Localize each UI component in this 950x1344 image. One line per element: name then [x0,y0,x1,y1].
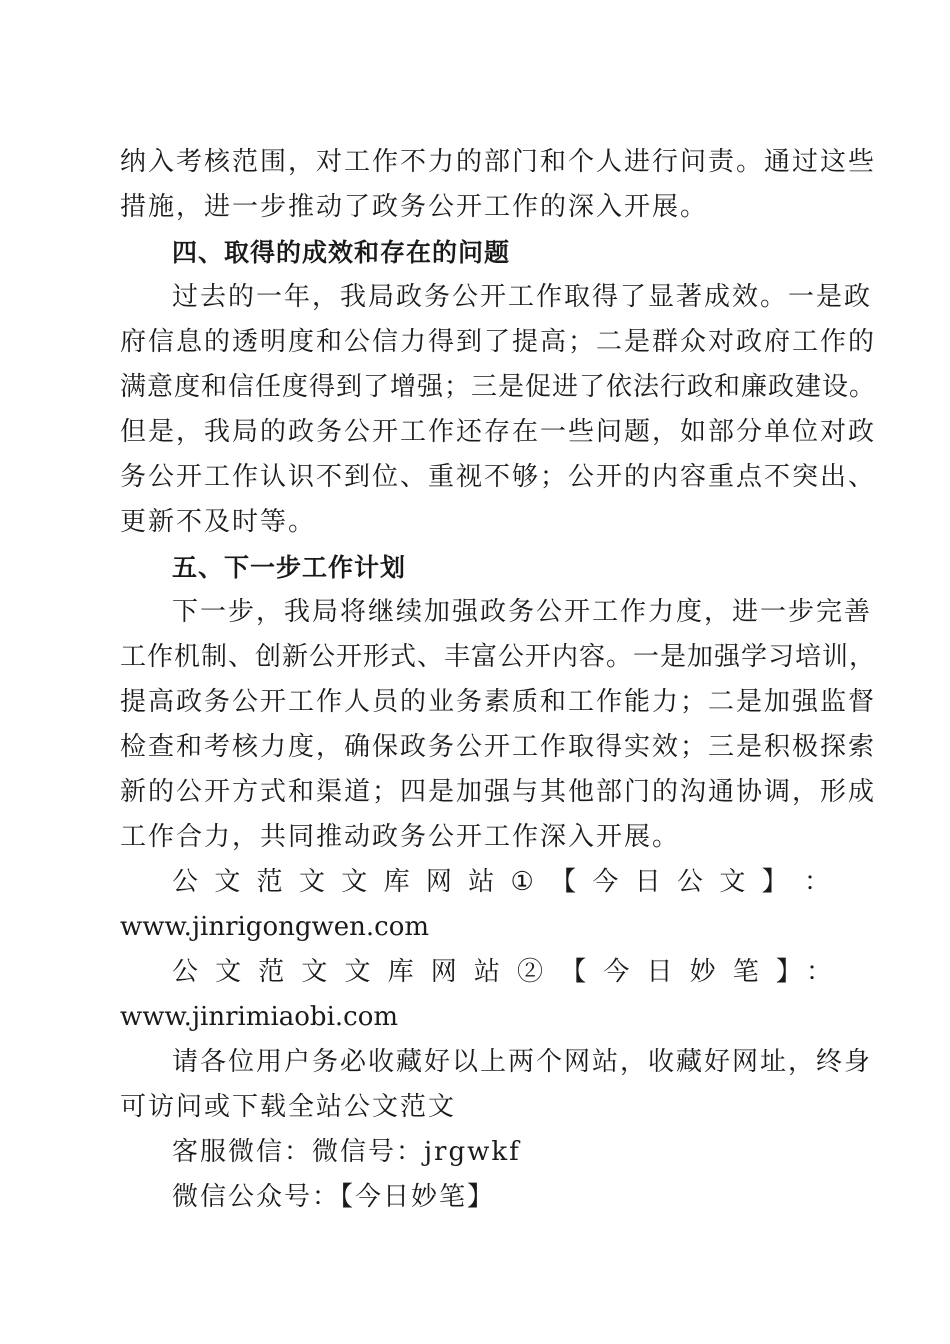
text-line: 过去的一年，我局政务公开工作取得了显著成效。一是政 [172,282,873,312]
paragraph-results [120,275,877,545]
label-char: 今 [592,867,621,897]
text-line: 请各位用户务必收藏好以上两个网站，收藏好网址，终身 [172,1047,873,1077]
text-line: 纳入考核范围，对工作不力的部门和个人进行问责。通过这些 [120,147,877,177]
label-char: ① [510,867,536,897]
section-heading-5: 五、下一步工作计划 [172,553,407,582]
section-heading-4: 四、取得的成效和存在的问题 [172,238,511,267]
label-char: 公 [172,867,201,897]
text-line: 可访问或下载全站公文范文 [120,1092,457,1122]
label-char: 站 [468,867,497,897]
label-char: 库 [383,867,412,897]
label-char: 文 [719,867,748,897]
text-line: 工作合力，共同推动政务公开工作深入开展。 [120,822,681,852]
customer-service-line: 客服微信：微信号：jrgwkf [172,1137,521,1167]
paragraph-continuation [120,140,877,230]
website-1-label [120,860,832,905]
label-char: 范 [256,867,285,897]
document-page [120,140,877,1220]
text-line: 检查和考核力度，确保政务公开工作取得实效；三是积极探索 [120,732,877,762]
text-line: 工作机制、创新公开形式、丰富公开内容。一是加强学习培训， [120,642,877,672]
label-char: ： [803,867,832,897]
notice-paragraph [120,1040,873,1130]
text-line: 但是，我局的政务公开工作还存在一些问题，如部分单位对政 [120,417,877,447]
text-line: 务公开工作认识不到位、重视不够；公开的内容重点不突出、 [120,462,877,492]
label-char: 】 [761,867,790,897]
website-1-url[interactable]: www.jinrigongwen.com [120,912,430,942]
text-line: 措施，进一步推动了政务公开工作的深入开展。 [120,192,709,222]
label-char: 网 [425,867,454,897]
label-char: 文 [298,867,327,897]
official-account-line: 微信公众号：【今日妙笔】 [172,1182,496,1212]
label-char: 公 [677,867,706,897]
website-1-block [120,860,832,950]
text-line: 提高政务公开工作人员的业务素质和工作能力；二是加强监督 [120,687,877,717]
text-line: 府信息的透明度和公信力得到了提高；二是群众对政府工作的 [120,327,877,357]
text-line: 新的公开方式和渠道；四是加强与其他部门的沟通协调，形成 [120,777,877,807]
paragraph-plan [120,590,877,860]
website-2-line[interactable]: 公文范文文库网站②【今日妙笔】：www.jinrimiaobi.com [120,957,832,1032]
text-line: 满意度和信任度得到了增强；三是促进了依法行政和廉政建设。 [120,372,877,402]
label-char: 文 [341,867,370,897]
label-char: 【 [550,867,579,897]
label-char: 日 [634,867,663,897]
text-line: 下一步，我局将继续加强政务公开工作力度，进一步完善 [172,597,873,627]
label-char: 文 [214,867,243,897]
text-line: 更新不及时等。 [120,507,317,537]
